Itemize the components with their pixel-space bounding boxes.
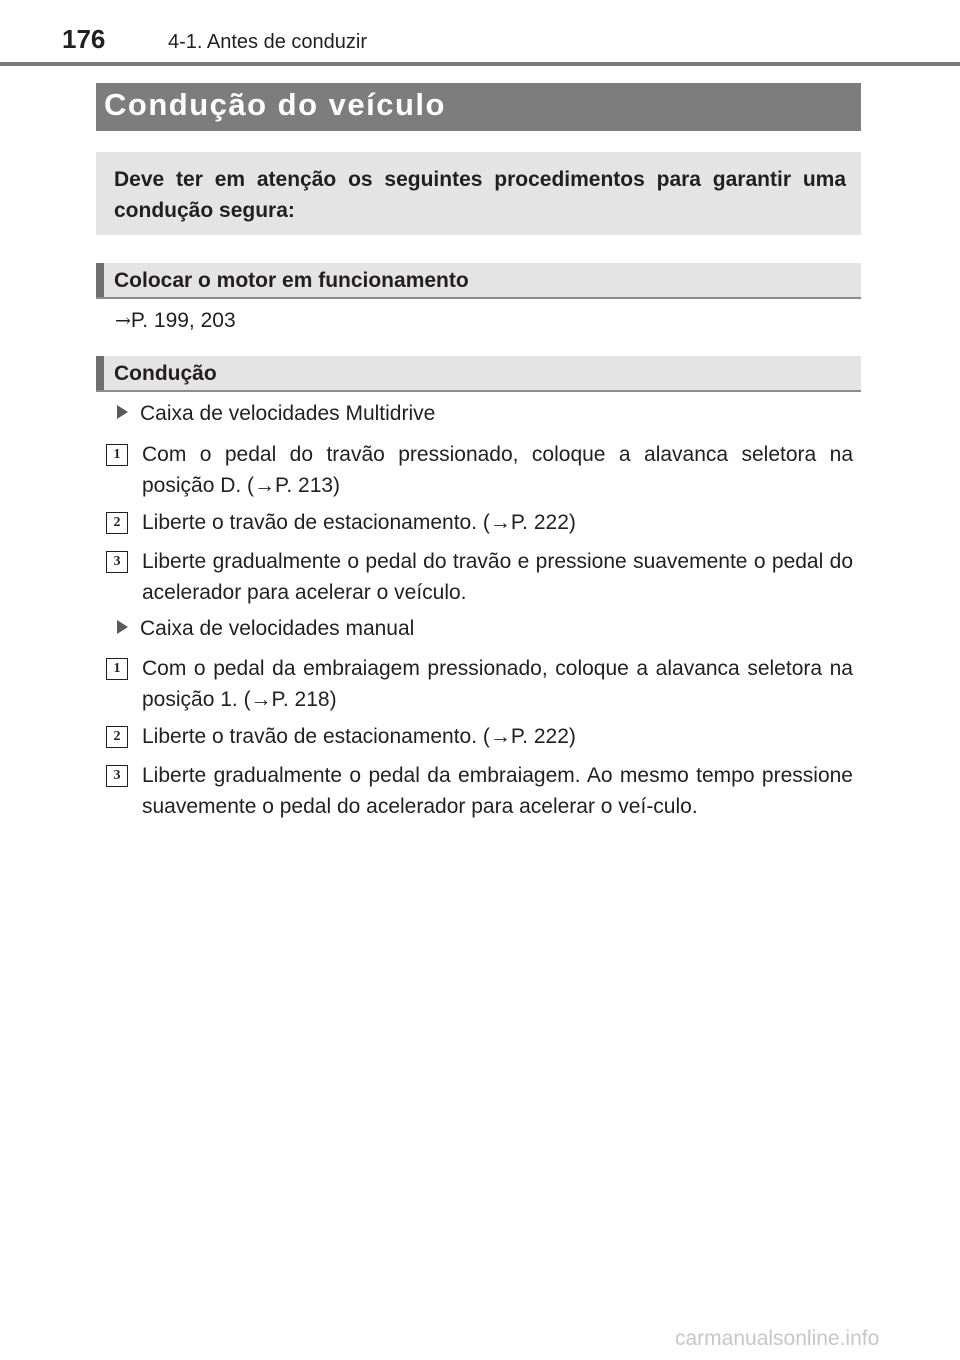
triangle-bullet-icon — [117, 405, 128, 419]
intro-text: Deve ter em atenção os seguintes procedimentos para garantir uma condução segura: — [114, 168, 846, 222]
intro-box — [96, 152, 861, 235]
step-text: Liberte gradualmente o pedal do travão e pressione suavemente o pedal do acelerador para acelerar o veículo. — [142, 550, 853, 604]
step-text: Liberte o travão de estacionamento. (→P. 222) — [142, 725, 576, 748]
section-heading-start-engine — [96, 263, 861, 299]
step-number-badge: 3 — [106, 765, 128, 787]
step-number-badge: 3 — [106, 551, 128, 573]
section-heading-driving — [96, 356, 861, 392]
step-text: Com o pedal da embraiagem pressionado, coloque a alavanca seletora na posição 1. (→P. 218) — [142, 657, 853, 711]
watermark: carmanualsonline.info — [675, 1327, 880, 1350]
step-text: Com o pedal do travão pressionado, coloque a alavanca seletora na posição D. (→P. 213) — [142, 443, 853, 497]
section-heading-label: Condução — [114, 362, 217, 385]
page-number: 176 — [62, 24, 106, 54]
page-title: Condução do veículo — [104, 87, 446, 122]
step-number-badge: 2 — [106, 726, 128, 748]
page-header — [0, 0, 960, 66]
header-divider — [0, 62, 960, 66]
triangle-bullet-icon — [117, 620, 128, 634]
step-text: Liberte gradualmente o pedal da embraiagem. Ao mesmo tempo pressione suavemente o pedal do acelerador para acelerar o veí-culo. — [142, 764, 853, 818]
page-reference[interactable] — [115, 309, 236, 333]
reference-text: P. 199, 203 — [130, 309, 236, 332]
step-number-badge: 2 — [106, 512, 128, 534]
step-number-badge: 1 — [106, 658, 128, 680]
subsection-label: Caixa de velocidades Multidrive — [140, 402, 436, 425]
chapter-title: 4-1. Antes de conduzir — [168, 31, 368, 53]
subsection-manual — [117, 617, 414, 641]
arrow-right-icon: → — [115, 310, 131, 332]
step-number-badge: 1 — [106, 444, 128, 466]
subsection-multidrive — [117, 402, 435, 426]
page-title-bar — [96, 83, 861, 131]
section-heading-label: Colocar o motor em funcionamento — [114, 269, 469, 292]
subsection-label: Caixa de velocidades manual — [140, 617, 415, 640]
step-text: Liberte o travão de estacionamento. (→P. 222) — [142, 511, 576, 534]
